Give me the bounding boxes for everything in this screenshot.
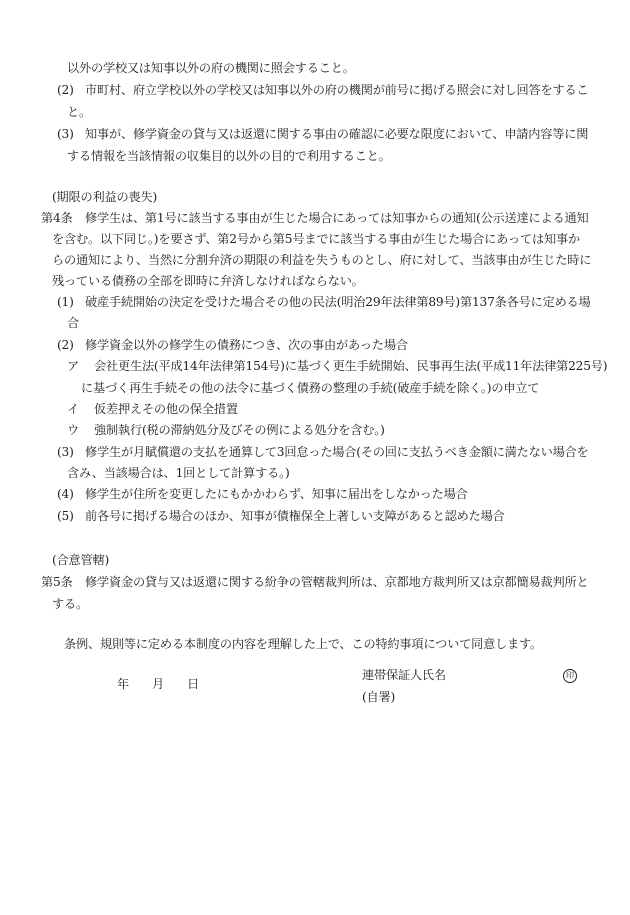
article4-item3-line2: 含み、当該場合は、1回として計算する。) (67, 466, 290, 480)
article4-line3: らの通知により、当然に分割弁済の期限の利益を失うものとし、府に対して、当該事由が生じた時に (52, 253, 592, 267)
article5-line1: 修学資金の貸与又は返還に関する紛争の管轄裁判所は、京都地方裁判所又は京都簡易裁判所と (85, 575, 589, 589)
article4-item3-number: (3) (57, 445, 74, 459)
clause3-item2-line2: と。 (67, 105, 91, 119)
article4-item2-line1: 修学資金以外の修学生の債務につき、次の事由があった場合 (85, 338, 408, 352)
article4-line2: を含む。以下同じ。)を要さず、第2号から第5号までに該当する事由が生じた場合にあっては知事か (52, 232, 580, 246)
article4-item3-line1: 修学生が月賦償還の支払を通算して3回怠った場合(その回に支払うべき金額に満たない場合を (85, 445, 589, 459)
article4-item2-sub-a-mark: ア (67, 359, 79, 373)
article4-line4: 残っている債務の全部を即時に弁済しなければならない。 (52, 274, 364, 288)
clause3-item2-line1: 市町村、府立学校以外の学校又は知事以外の府の機関が前号に掲げる照会に対し回答をするこ (85, 83, 589, 97)
article4-item2-sub-a-line1: 会社更生法(平成14年法律第154号)に基づく更生手続開始、民事再生法(平成11年法律第225号) (94, 359, 608, 373)
clause3-item3-number: (3) (57, 127, 74, 141)
article5-number: 第5条 (41, 575, 73, 589)
guarantor-name-label: 連帯保証人氏名 (362, 668, 446, 682)
article4-item1-line1: 破産手続開始の決定を受けた場合その他の民法(明治29年法律第89号)第137条各号に定める場 (85, 295, 591, 309)
date-month-label: 月 (152, 677, 164, 691)
article5-line2: する。 (52, 597, 88, 611)
consent-statement: 条例、規則等に定める本制度の内容を理解した上で、この特約事項について同意します。 (64, 637, 543, 651)
clause3-continued-line: 以外の学校又は知事以外の府の機関に照会すること。 (67, 61, 355, 75)
article5-heading: (合意管轄) (52, 553, 110, 567)
clause3-item3-line2: する情報を当該情報の収集目的以外の目的で利用すること。 (67, 149, 391, 163)
clause3-item3-line1: 知事が、修学資金の貸与又は返還に関する事由の確認に必要な限度において、申請内容等に関 (85, 127, 589, 141)
article4-item2-sub-i-text: 仮差押えその他の保全措置 (94, 402, 238, 416)
article4-heading: (期限の利益の喪失) (52, 190, 158, 204)
article4-item4-number: (4) (57, 487, 74, 501)
article4-item2-sub-i-mark: イ (67, 402, 79, 416)
article4-item1-number: (1) (57, 295, 74, 309)
article4-item2-sub-a-line2: に基づく再生手続その他の法令に基づく債務の整理の手続(破産手続を除く。)の申立て (81, 381, 540, 395)
article4-item2-sub-u-text: 強制執行(税の滞納処分及びその例による処分を含む。) (94, 423, 385, 437)
signature-note: (自署) (362, 690, 396, 704)
seal-mark: 印 (563, 669, 577, 683)
clause3-item2-number: (2) (57, 83, 74, 97)
article4-item2-number: (2) (57, 338, 74, 352)
article4-item2-sub-u-mark: ウ (67, 423, 79, 437)
article4-line1: 修学生は、第1号に該当する事由が生じた場合にあっては知事からの通知(公示送達による通知 (85, 211, 589, 225)
article4-item1-line2: 合 (67, 316, 79, 330)
article4-item5-text: 前各号に掲げる場合のほか、知事が債権保全上著しい支障があると認めた場合 (85, 509, 505, 523)
date-day-label: 日 (187, 677, 199, 691)
article4-item5-number: (5) (57, 509, 74, 523)
article4-item4-text: 修学生が住所を変更したにもかかわらず、知事に届出をしなかった場合 (85, 487, 468, 501)
article4-number: 第4条 (41, 211, 73, 225)
date-year-label: 年 (117, 677, 129, 691)
